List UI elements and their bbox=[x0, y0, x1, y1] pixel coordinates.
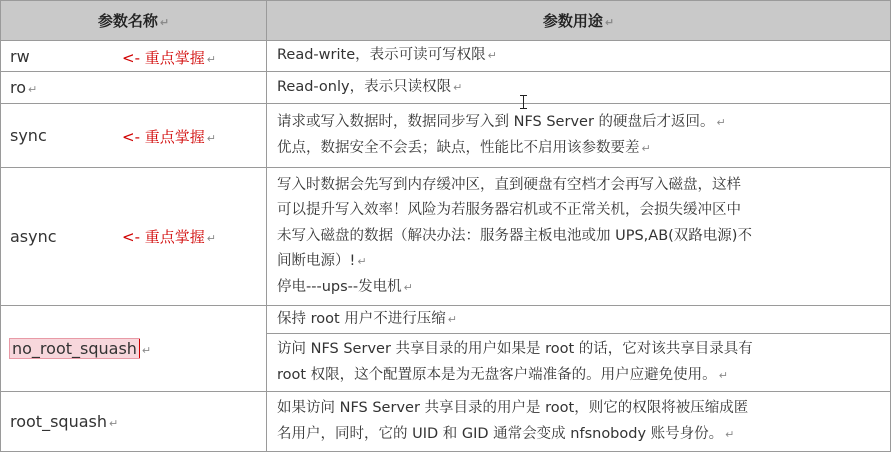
text-cursor-icon bbox=[520, 95, 528, 109]
param-name: sync bbox=[10, 126, 47, 145]
param-desc-cell: Read-write，表示可读可写权限 ↵ bbox=[267, 41, 891, 72]
param-desc-cell: 写入时数据会先写到内存缓冲区，直到硬盘有空档才会再写入磁盘，这样 可以提升写入效率！风险为若服务器宕机或不正常关机，会损失缓冲区中 未写入磁盘的数据（解决办法：服务器主板电池或加 UPS,AB(双路电源)不 间断电源）! ↵ 停电---ups--发电机 ↵ bbox=[267, 168, 891, 306]
param-desc-cell: 如果访问 NFS Server 共享目录的用户是 root，则它的权限将被压缩成匿 名用户，同时，它的 UID 和 GID 通常会变成 nfsnobody 账号身份。 ↵ bbox=[267, 392, 891, 452]
table-row bbox=[1, 306, 891, 334]
important-note: <- 重点掌握 ↵ bbox=[122, 228, 216, 246]
param-name-cell bbox=[1, 104, 267, 168]
param-name: root_squash bbox=[10, 412, 107, 431]
table-row bbox=[1, 41, 891, 72]
table-row bbox=[1, 104, 891, 168]
param-desc-cell: 保持 root 用户不进行压缩 ↵ bbox=[267, 306, 891, 334]
header-param-usage: 参数用途 ↵ bbox=[267, 1, 891, 41]
param-desc-cell: 请求或写入数据时，数据同步写入到 NFS Server 的硬盘后才返回。 ↵ 优点，数据安全不会丢；缺点，性能比不启用该参数要差 ↵ bbox=[267, 104, 891, 168]
param-desc-cell: Read-only，表示只读权限 ↵ bbox=[267, 72, 891, 104]
table-row bbox=[1, 392, 891, 452]
param-name-cell bbox=[1, 41, 267, 72]
param-desc-cell: 访问 NFS Server 共享目录的用户如果是 root 的话，它对该共享目录具有 root 权限，这个配置原本是为无盘客户端准备的。用户应避免使用。 ↵ bbox=[267, 334, 891, 392]
important-note: <- 重点掌握 ↵ bbox=[122, 128, 216, 146]
header-param-name: 参数名称 ↵ bbox=[1, 1, 267, 41]
param-name: rw bbox=[10, 46, 30, 66]
table-row bbox=[1, 72, 891, 104]
param-name-cell: ro ↵ bbox=[1, 72, 267, 104]
param-name: async bbox=[10, 227, 57, 246]
param-name-cell: no_root_squash ↵ bbox=[1, 306, 267, 392]
table-header-row bbox=[1, 1, 891, 41]
text-caret bbox=[139, 339, 140, 358]
param-name-selected[interactable]: no_root_squash bbox=[12, 339, 137, 358]
param-name-cell: root_squash ↵ bbox=[1, 392, 267, 452]
table-row bbox=[1, 168, 891, 306]
important-note: <- 重点掌握 ↵ bbox=[122, 49, 216, 67]
param-name-cell bbox=[1, 168, 267, 306]
param-name: ro bbox=[10, 78, 27, 97]
